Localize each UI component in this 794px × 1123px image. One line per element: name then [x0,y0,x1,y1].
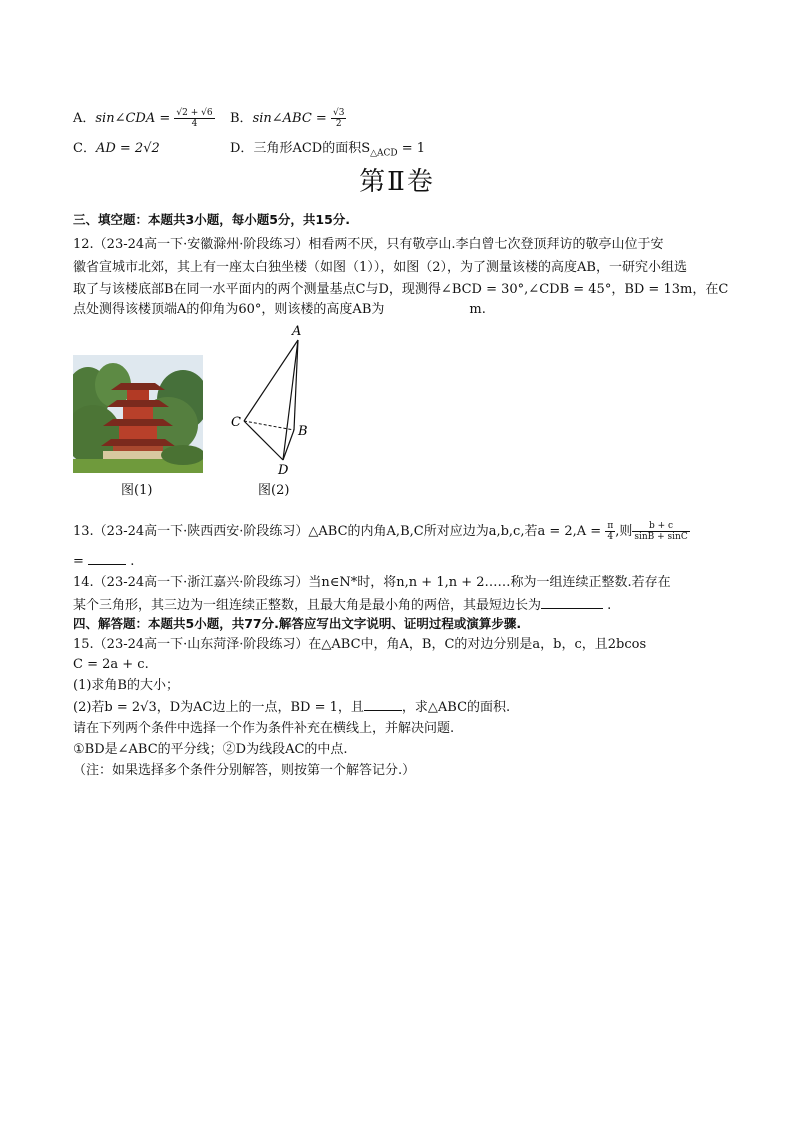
fill-section-heading: 三、填空题：本题共3小题，每小题5分，共15分. [73,212,351,227]
option-b-numerator: √3 [332,108,345,118]
option-d-tail: = 1 [397,141,426,156]
q15-line6: ①BD是∠ABC的平分线；②D为线段AC的中点. [73,742,348,757]
option-d [230,140,425,163]
vertex-b-label: B [298,424,308,439]
q14-answer-blank[interactable] [541,596,603,609]
answer-section-heading: 四、解答题：本题共5小题，共77分.解答应写出文字说明、证明过程或演算步骤. [73,616,522,631]
option-b [230,108,346,129]
triangle-diagram [222,320,322,480]
option-a-fraction [174,108,214,129]
q12-line4 [73,301,486,319]
q14-text: 某个三角形，其三边为一组连续正整数，且最大角是最小角的两倍，其最短边长为 [73,598,542,613]
option-d-subscript: △ACD [370,148,398,159]
option-b-text: sin∠ABC = [252,111,327,126]
q13-fraction-ratio [632,521,689,542]
q15-line4 [73,698,510,717]
option-d-label: D． [230,141,254,156]
option-b-label: B． [230,111,253,126]
q15-line4-text: (2)若b = 2√3，D为AC边上的一点，BD = 1，且 [73,700,364,715]
q13-line1 [73,521,690,542]
q13-frac1-denominator: 4 [607,532,614,542]
q13-frac1-numerator: π [607,521,614,531]
option-a-label: A． [73,111,96,126]
option-a-numerator: √2 + √6 [176,108,213,118]
figure2-caption: 图(2) [258,483,290,498]
q14-line2 [73,596,611,615]
q13-mid-text: ,则 [615,524,633,539]
option-a-denominator: 4 [191,119,198,129]
option-b-denominator: 2 [335,119,342,129]
q13-answer-blank[interactable] [88,552,126,565]
q15-line3: (1)求角B的大小； [73,678,179,693]
section-title: 第Ⅱ卷 [359,167,435,197]
vertex-c-label: C [231,415,241,430]
q14-line1: 14.（23-24高一下·浙江嘉兴·阶段练习）当n∈N*时，将n,n + 1,n + 2……称为一组连续正整数.若存在 [73,575,671,590]
figure1-caption: 图(1) [121,483,153,498]
q13-frac2-numerator: b + c [632,521,689,532]
q12-line1: 12.（23-24高一下·安徽滁州·阶段练习）相看两不厌，只有敬亭山.李白曾七次登顶拜访的敬亭山位于安 [73,237,664,252]
q13-period: . [130,554,135,569]
q12-line4-unit: m. [469,302,486,317]
q15-line7: （注：如果选择多个条件分别解答，则按第一个解答记分.） [73,763,416,778]
option-d-text: 三角形ACD的面积S [253,141,371,156]
q12-line3: 取了与该楼底部B在同一水平面内的两个测量基点C与D，现测得∠BCD = 30°,∠CDB = 45°，BD = 13m，在C [73,282,729,297]
tower-photo [73,355,203,473]
q13-fraction-angle [605,521,615,542]
q13-text: 13.（23-24高一下·陕西西安·阶段练习）△ABC的内角A,B,C所对应边为a,b,c,若a = 2,A = [73,524,602,539]
q13-frac2-denominator: sinB + sinC [634,532,688,542]
q12-line4-text: 点处测得该楼顶端A的仰角为60°，则该楼的高度AB为 [73,302,385,317]
option-a [73,108,215,129]
option-a-text: sin∠CDA = [95,111,171,126]
vertex-d-label: D [278,463,289,478]
q15-line2: C = 2a + c. [73,657,149,672]
q15-line4-tail: ，求△ABC的面积. [401,700,511,715]
q14-period: . [607,598,612,613]
q15-line1: 15.（23-24高一下·山东菏泽·阶段练习）在△ABC中，角A，B，C的对边分别是a，b，c，且2bcos [73,637,647,652]
option-c [73,140,160,158]
q15-line5: 请在下列两个条件中选择一个作为条件补充在横线上，并解决问题. [73,721,455,736]
vertex-a-label: A [292,324,302,339]
option-b-fraction [331,108,346,129]
q13-equals: = [73,554,84,569]
q13-line2 [73,552,134,571]
option-c-text: AD = 2√2 [95,141,160,156]
q15-condition-blank[interactable] [364,698,402,711]
option-c-label: C． [73,141,96,156]
edge-cd [244,421,283,460]
q12-line2: 徽省宣城市北郊，其上有一座太白独坐楼（如图（1）），如图（2），为了测量该楼的高度AB，一研究小组选 [73,260,687,275]
